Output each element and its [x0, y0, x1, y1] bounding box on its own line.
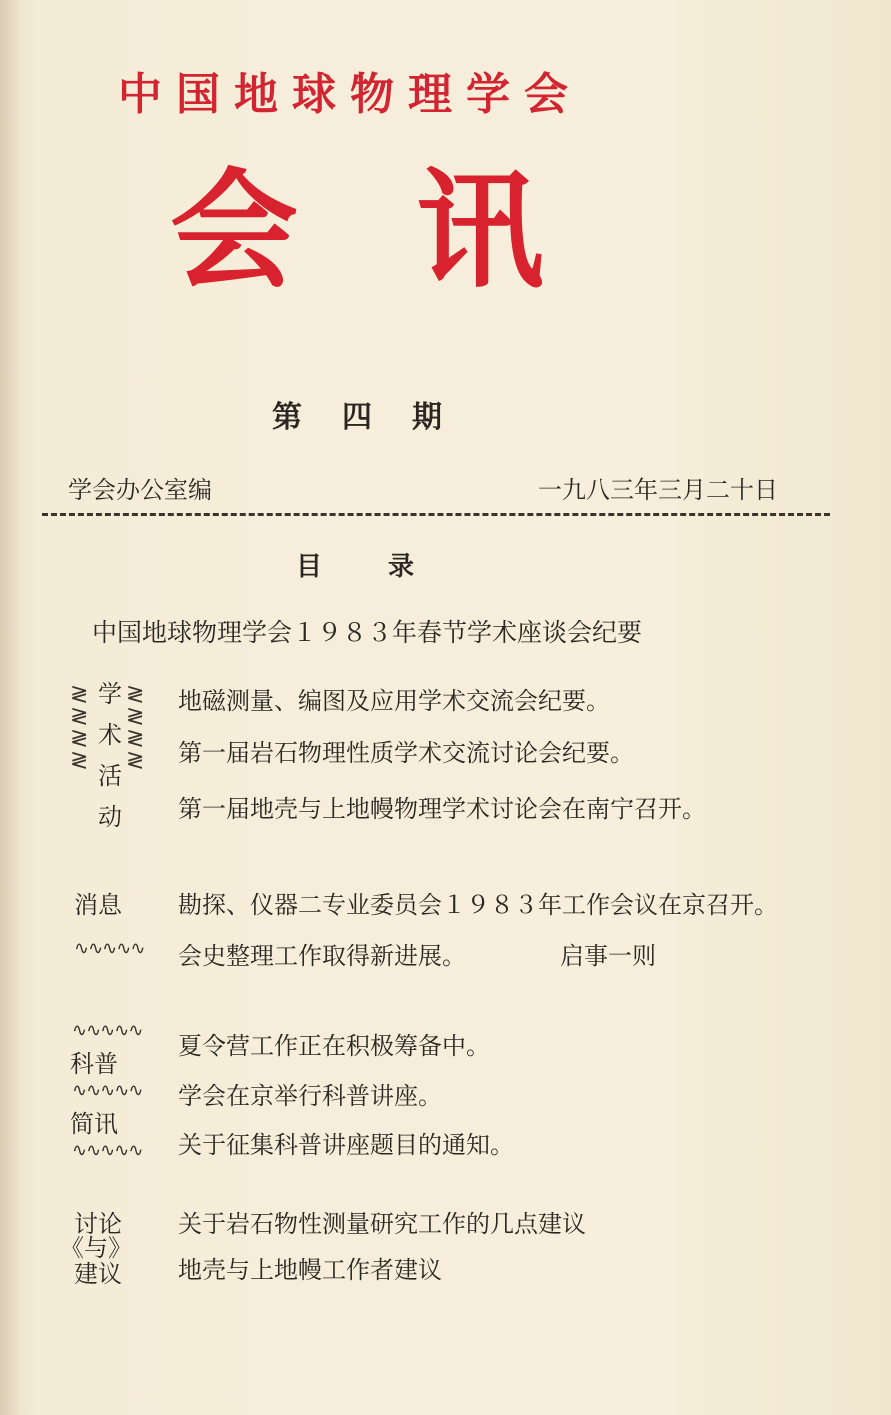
- wavy-underline: ∿∿∿∿∿: [74, 938, 145, 959]
- toc-item: 夏令营工作正在积极筹备中。: [178, 1032, 490, 1060]
- toc-item: 学会在京举行科普讲座。: [178, 1082, 442, 1110]
- category-discussion: 讨论: [74, 1210, 122, 1238]
- category-and: 《与》: [60, 1234, 132, 1262]
- toc-lead-item: 中国地球物理学会１９８３年春节学术座谈会纪要: [92, 618, 643, 647]
- wavy-underline: ∿∿∿∿∿: [72, 1140, 143, 1161]
- wavy-brace-right: ≷ ≷ ≷ ≷: [126, 682, 145, 773]
- toc-item: 关于岩石物性测量研究工作的几点建议: [178, 1210, 586, 1238]
- category-news: 消息: [74, 891, 122, 919]
- wavy-underline: ∿∿∿∿∿: [72, 1020, 143, 1041]
- toc-item: 第一届地壳与上地幔物理学术讨论会在南宁召开。: [178, 795, 706, 823]
- wavy-brace-left: ≷ ≷ ≷ ≷: [70, 682, 89, 773]
- wavy-underline: ∿∿∿∿∿: [72, 1080, 143, 1101]
- toc-item-notice: 启事一则: [560, 942, 656, 970]
- category-academic-activities: [98, 678, 122, 834]
- category-popular-science: 科普: [70, 1050, 118, 1078]
- bulletin-title: 会讯: [170, 157, 663, 306]
- publication-date: 一九八三年三月二十日: [538, 476, 778, 504]
- page-spine-shadow: [0, 0, 18, 1415]
- toc-item: 关于征集科普讲座题目的通知。: [178, 1131, 514, 1159]
- toc-item: 地磁测量、编图及应用学术交流会纪要。: [178, 687, 610, 715]
- header-divider: [42, 513, 830, 516]
- organization-name: 中国地球物理学会: [118, 69, 582, 120]
- category-brief-news: 简讯: [70, 1110, 118, 1138]
- toc-item: 勘探、仪器二专业委员会１９８３年工作会议在京召开。: [178, 891, 778, 919]
- issue-number: 第四期: [272, 400, 482, 435]
- toc-item: 第一届岩石物理性质学术交流讨论会纪要。: [178, 739, 634, 767]
- toc-item: 会史整理工作取得新进展。: [178, 942, 466, 970]
- category-suggestions: 建议: [74, 1260, 122, 1288]
- category-char: 术: [98, 721, 122, 749]
- category-char: 学: [98, 680, 122, 708]
- category-char: 活: [98, 762, 122, 790]
- toc-item: 地壳与上地幔工作者建议: [178, 1256, 442, 1284]
- editor-line: 学会办公室编: [68, 476, 212, 504]
- category-char: 动: [98, 803, 122, 831]
- toc-heading: 目录: [296, 552, 481, 582]
